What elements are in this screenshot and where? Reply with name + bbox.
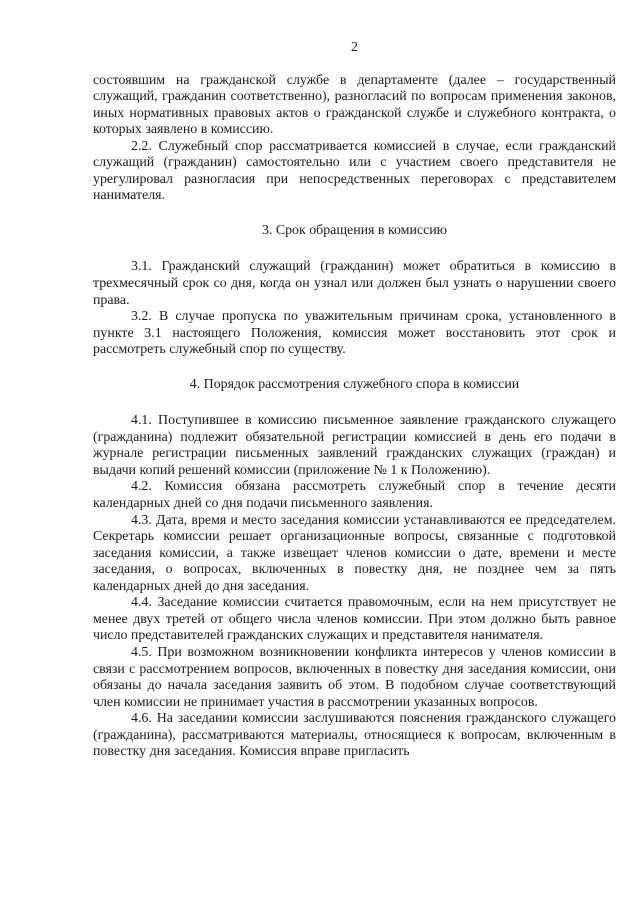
- section-3-heading: 3. Срок обращения в комиссию: [261, 222, 448, 238]
- paragraph-4-1: 4.1. Поступившее в комиссию письменное заявление гражданского служащего (гражданина) подлежит обязательной регистрации комиссией в день его подачи в журнале регистрации письменных заявлений гражданских служащих (граждан) и выдачи копий решений комиссии (приложение № 1 к Положению).: [93, 413, 616, 478]
- paragraph-continuation: состоявшим на гражданской службе в департаменте (далее – государственный служащий, гражданин соответственно), разногласий по вопросам применения законов, иных нормативных правовых актов о гражданской службе и служебного контракта, о которых заявлено в комиссию.: [93, 72, 616, 138]
- paragraph-4-5: 4.5. При возможном возникновении конфликта интересов у членов комиссии в связи с рассмотрением вопросов, включенных в повестку дня заседания комиссии, они обязаны до начала заседания заявить об этом. В подобном случае соответствующий член комиссии не принимает участия в рассмотрении указанных вопросов.: [93, 644, 616, 710]
- paragraph-2-2: 2.2. Служебный спор рассматривается комиссией в случае, если гражданский служащий (гражданин) самостоятельно или с участием своего представителя не урегулировал разногласия при непосредственных переговорах с представителем нанимателя.: [93, 138, 616, 204]
- page-number: 2: [351, 40, 358, 55]
- paragraph-3-1: 3.1. Гражданский служащий (гражданин) может обратиться в комиссию в трехмесячный срок со дня, когда он узнал или должен был узнать о нарушении своего права.: [93, 259, 616, 308]
- section-4-heading: 4. Порядок рассмотрения служебного спора в комиссии: [189, 376, 520, 392]
- paragraph-3-2: 3.2. В случае пропуска по уважительным причинам срока, установленного в пункте 3.1 настоящего Положения, комиссия может восстановить этот срок и рассмотреть служебный спор по существу.: [93, 309, 616, 358]
- document-page: [93, 40, 616, 761]
- paragraph-4-4: 4.4. Заседание комиссии считается правомочным, если на нем присутствует не менее двух третей от общего числа членов комиссии. При этом должно быть равное число представителей гражданских служащих и представителя нанимателя.: [93, 595, 616, 644]
- paragraph-4-2: 4.2. Комиссия обязана рассмотреть служебный спор в течение десяти календарных дней со дня подачи письменного заявления.: [93, 479, 616, 512]
- paragraph-4-3: 4.3. Дата, время и место заседания комиссии устанавливаются ее председателем. Секретарь комиссии решает организационные вопросы, связанные с подготовкой заседания комиссии, а также извещает членов комиссии о дате, времени и месте заседания, о вопросах, включенных в повестку дня, не позднее чем за пять календарных дней до дня заседания.: [93, 512, 616, 594]
- paragraph-4-6: 4.6. На заседании комиссии заслушиваются пояснения гражданского служащего (гражданина), рассматриваются материалы, относящиеся к вопросам, включенным в повестку дня заседания. Комиссия вправе пригласить: [93, 711, 616, 760]
